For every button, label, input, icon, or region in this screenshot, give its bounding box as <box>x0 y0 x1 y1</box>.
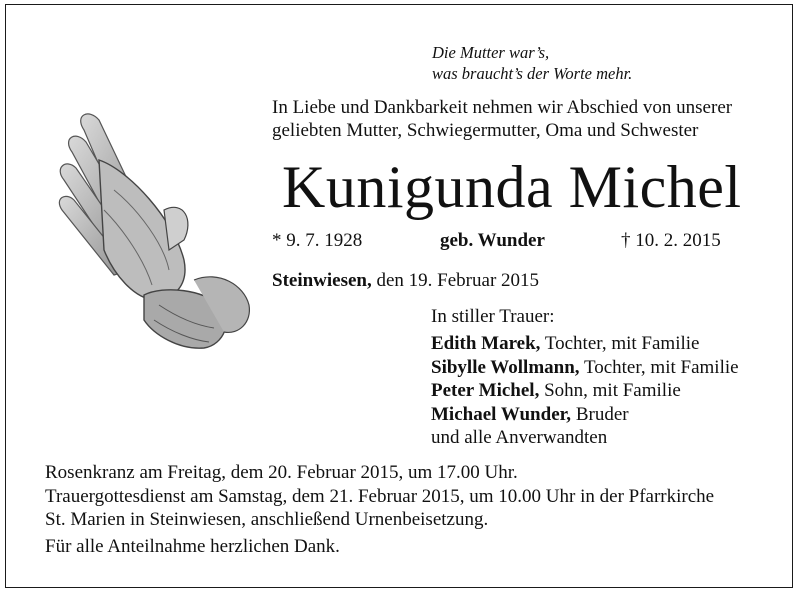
other-relatives: und alle Anverwandten <box>431 427 608 448</box>
birth-date: * 9. 7. 1928 <box>272 230 363 251</box>
mourner-relation: Sohn, mit Familie <box>539 380 681 401</box>
service-line-2: Trauergottesdienst am Samstag, dem 21. Februar 2015, um 10.00 Uhr in der Pfarrkirche <box>45 485 715 507</box>
list-item <box>431 403 739 427</box>
death-date: † 10. 2. 2015 <box>621 230 721 251</box>
intro-line-1: In Liebe und Dankbarkeit nehmen wir Abschied von unserer <box>272 97 733 118</box>
mourner-relation: Tochter, mit Familie <box>579 356 739 378</box>
service-line-3: St. Marien in Steinwiesen, anschließend Urnenbeisetzung. <box>45 509 489 530</box>
motto-line-2: was braucht’s der Worte mehr. <box>432 64 633 83</box>
deceased-name: Kunigunda Michel <box>282 154 742 220</box>
list-item <box>431 356 739 380</box>
list-item <box>431 379 739 403</box>
service-details <box>45 461 714 532</box>
motto-line-1: Die Mutter war’s, <box>432 43 550 62</box>
notice-date: den 19. Februar 2015 <box>371 270 540 291</box>
motto-quote <box>432 42 632 84</box>
mourner-relation: Bruder <box>571 403 629 425</box>
intro-text <box>272 96 732 142</box>
mourner-name: Peter Michel, <box>431 380 540 401</box>
mourners-list <box>431 332 739 450</box>
place-name: Steinwiesen, <box>272 270 372 291</box>
maiden-name: geb. Wunder <box>440 230 545 251</box>
mourner-name: Michael Wunder, <box>431 403 572 425</box>
place-date <box>272 269 539 292</box>
mourner-name: Sibylle Wollmann, <box>431 356 580 378</box>
intro-line-2: geliebten Mutter, Schwiegermutter, Oma und Schwester <box>272 120 699 141</box>
mourning-heading: In stiller Trauer: <box>431 306 555 327</box>
mourner-name: Edith Marek, <box>431 333 541 354</box>
service-line-1: Rosenkranz am Freitag, dem 20. Februar 2015, um 17.00 Uhr. <box>45 462 518 483</box>
thanks-text: Für alle Anteilnahme herzlichen Dank. <box>45 536 340 557</box>
list-item <box>431 332 739 356</box>
mourner-relation: Tochter, mit Familie <box>540 333 700 354</box>
praying-hands-icon <box>44 100 254 350</box>
